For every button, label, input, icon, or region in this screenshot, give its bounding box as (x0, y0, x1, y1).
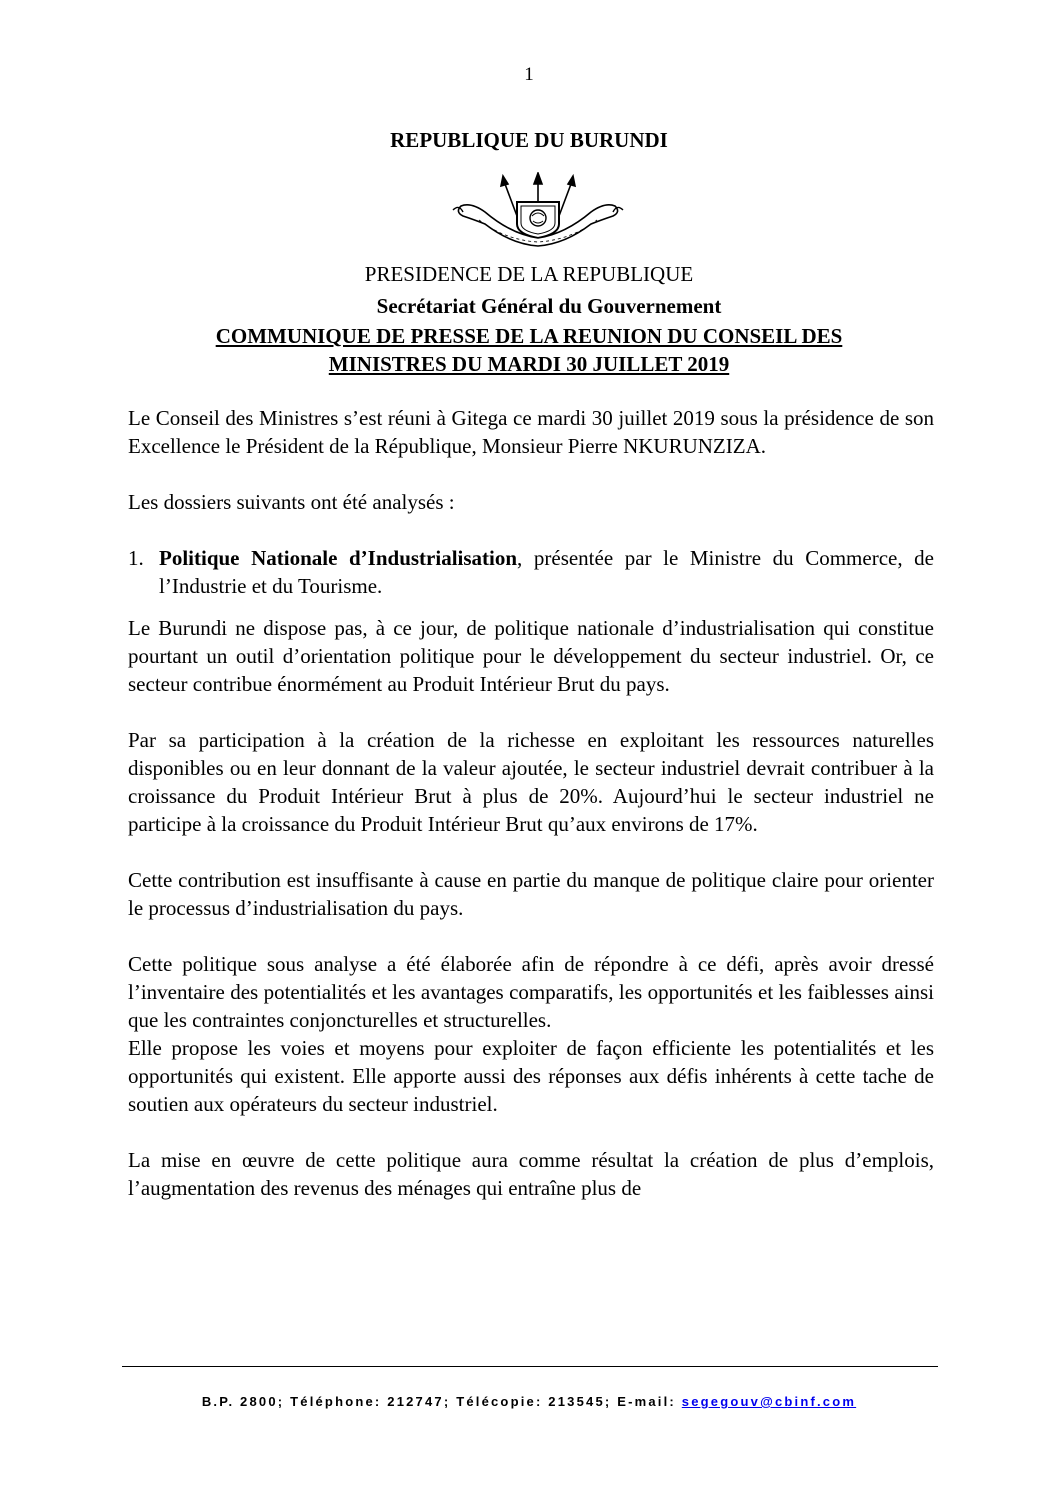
list-item-number: 1. (128, 546, 144, 570)
paragraph: Cette contribution est insuffisante à cause en partie du manque de politique claire pour orienter le processus d’industrialisation du pays. (128, 868, 934, 920)
list-item (128, 544, 934, 600)
presidency-heading: PRESIDENCE DE LA REPUBLIQUE (364, 262, 694, 286)
dossiers-label: Les dossiers suivants ont été analysés : (128, 490, 455, 514)
document-body (128, 404, 934, 1230)
footer-contact (0, 1394, 1058, 1409)
email-link[interactable]: segegouv@cbinf.com (681, 1394, 857, 1409)
national-emblem-icon (445, 172, 631, 250)
intro-paragraph: Le Conseil des Ministres s’est réuni à Gitega ce mardi 30 juillet 2019 sous la présidence de son Excellence le Président de la République, Monsieur Pierre NKURUNZIZA. (128, 406, 934, 458)
list-item-title: Politique Nationale d’Industrialisation (159, 546, 518, 570)
paragraph: Le Burundi ne dispose pas, à ce jour, de politique nationale d’industrialisation qui constitue pourtant un outil d’orientation politique pour le développement du secteur industriel. Or, ce secteur contribue énormément au Produit Intérieur Brut du pays. (128, 616, 934, 696)
paragraph: Cette politique sous analyse a été élaborée afin de répondre à ce défi, après avoir dressé l’inventaire des potentialités et les avantages comparatifs, les opportunités et les faiblesses ainsi que les contraintes conjoncturelles et structurelles. (128, 952, 934, 1032)
list-item-text (159, 544, 934, 600)
country-heading: REPUBLIQUE DU BURUNDI (390, 128, 668, 152)
title-line-1: COMMUNIQUE DE PRESSE DE LA REUNION DU CONSEIL DES (215, 324, 843, 348)
footer-contact-text: B.P. 2800; Téléphone: 212747; Télécopie: 213545; E-mail: (201, 1394, 682, 1409)
paragraph: Elle propose les voies et moyens pour exploiter de façon efficiente les potentialités et les opportunités qui existent. Elle apporte aussi des réponses aux défis inhérents à cette tache de soutien aux opérateurs du secteur industriel. (128, 1036, 934, 1116)
document-title (126, 322, 932, 378)
footer-divider (122, 1366, 938, 1367)
paragraph: La mise en œuvre de cette politique aura comme résultat la création de plus d’emplois, l’augmentation des revenus des ménages qui entraîne plus de (128, 1148, 934, 1200)
paragraph: Par sa participation à la création de la richesse en exploitant les ressources naturelles disponibles ou en leur donnant de la valeur ajoutée, le secteur industriel devrait contribuer à la croissance du Produit Intérieur Brut à plus de 20%. Aujourd’hui le secteur industriel ne participe à la croissance du Produit Intérieur Brut qu’aux environs de 17%. (128, 728, 934, 836)
list-item-description: , présentée par le Ministre du Commerce, de l’Industrie et du Tourisme. (159, 546, 934, 598)
page-number: 1 (524, 64, 534, 85)
secretariat-heading: Secrétariat Général du Gouvernement (376, 294, 722, 318)
title-line-2: MINISTRES DU MARDI 30 JUILLET 2019 (328, 352, 730, 376)
